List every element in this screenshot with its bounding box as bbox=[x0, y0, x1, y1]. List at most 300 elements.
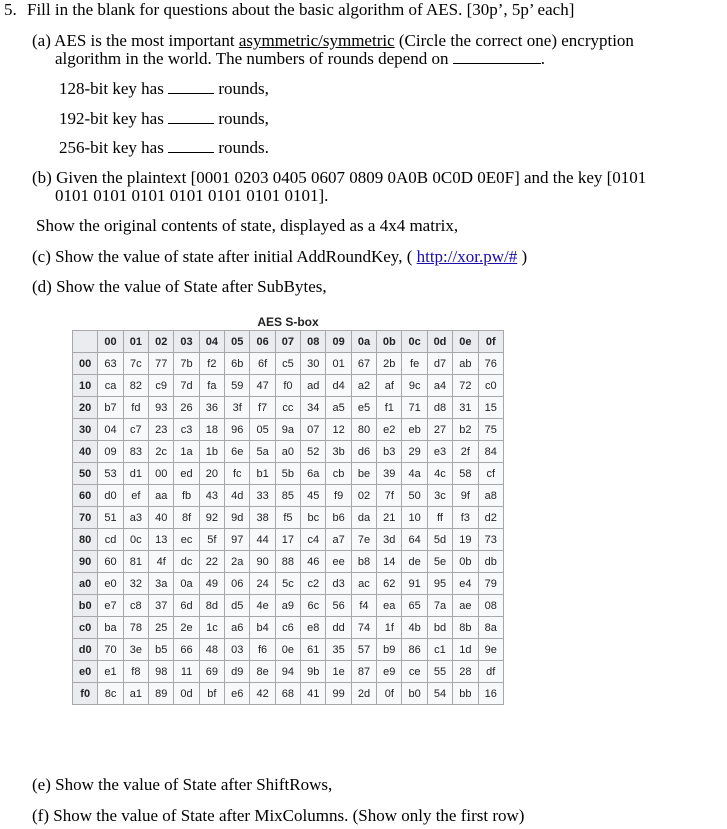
sbox-cell: c4 bbox=[301, 529, 326, 551]
sbox-cell: 28 bbox=[453, 661, 478, 683]
part-d-line: (d) Show the value of State after SubBytes, bbox=[32, 277, 327, 296]
sbox-row bbox=[73, 419, 504, 441]
sbox-cell: 47 bbox=[250, 375, 275, 397]
part-a-prefix: (a) AES is the most important bbox=[32, 31, 235, 50]
sbox-cell: 38 bbox=[250, 507, 275, 529]
sbox-cell: 71 bbox=[402, 397, 427, 419]
sbox-cell: 86 bbox=[402, 639, 427, 661]
sbox-cell: e5 bbox=[351, 397, 376, 419]
show-state-line: Show the original contents of state, displayed as a 4x4 matrix, bbox=[36, 216, 459, 235]
sbox-cell: 39 bbox=[377, 463, 402, 485]
sbox-cell: a5 bbox=[326, 397, 351, 419]
sbox-cell: 79 bbox=[478, 573, 504, 595]
sbox-cell: 08 bbox=[478, 595, 504, 617]
part-a-line2 bbox=[55, 49, 545, 69]
sbox-cell: 57 bbox=[351, 639, 376, 661]
sbox-row bbox=[73, 661, 504, 683]
sbox-cell: 4c bbox=[427, 463, 452, 485]
sbox-cell: 6d bbox=[174, 595, 199, 617]
sbox-cell: 46 bbox=[301, 551, 326, 573]
sbox-col-header: 02 bbox=[149, 331, 174, 353]
sbox-col-header: 0a bbox=[351, 331, 376, 353]
sbox-col-header: 06 bbox=[250, 331, 275, 353]
question-title-text: Fill in the blank for questions about the basic algorithm of AES. [30p’, 5p’ each] bbox=[27, 0, 575, 19]
sbox-cell: 1c bbox=[199, 617, 224, 639]
sbox-cell: 9b bbox=[301, 661, 326, 683]
sbox-cell: fc bbox=[225, 463, 250, 485]
sbox-cell: c9 bbox=[149, 375, 174, 397]
sbox-col-header: 00 bbox=[98, 331, 123, 353]
sbox-cell: da bbox=[351, 507, 376, 529]
sbox-row-header: 40 bbox=[73, 441, 98, 463]
sbox-cell: 34 bbox=[301, 397, 326, 419]
sbox-cell: 8b bbox=[453, 617, 478, 639]
part-b-line1: (b) Given the plaintext [0001 0203 0405 0607 0809 0A0B 0C0D 0E0F] and the key [0101 bbox=[32, 168, 647, 187]
part-a-choice: asymmetric/symmetric bbox=[238, 31, 395, 50]
sbox-cell: 26 bbox=[174, 397, 199, 419]
sbox-cell: 15 bbox=[478, 397, 504, 419]
sbox-cell: 1f bbox=[377, 617, 402, 639]
sbox-cell: 73 bbox=[478, 529, 504, 551]
sbox-cell: 9f bbox=[453, 485, 478, 507]
sbox-row bbox=[73, 639, 504, 661]
sbox-cell: 30 bbox=[301, 353, 326, 375]
sbox-cell: f0 bbox=[275, 375, 300, 397]
key-128-label: 128-bit key has bbox=[59, 79, 164, 98]
sbox-col-header: 0e bbox=[453, 331, 478, 353]
part-b-line2: 0101 0101 0101 0101 0101 0101 0101]. bbox=[55, 186, 329, 205]
sbox-cell: 4f bbox=[149, 551, 174, 573]
sbox-cell: 16 bbox=[478, 683, 504, 705]
sbox-cell: 0f bbox=[377, 683, 402, 705]
sbox-cell: d4 bbox=[326, 375, 351, 397]
sbox-cell: 90 bbox=[250, 551, 275, 573]
sbox-cell: ed bbox=[174, 463, 199, 485]
sbox-cell: 59 bbox=[225, 375, 250, 397]
sbox-cell: fd bbox=[123, 397, 148, 419]
sbox-cell: bd bbox=[427, 617, 452, 639]
sbox-cell: 2d bbox=[351, 683, 376, 705]
sbox-cell: 74 bbox=[351, 617, 376, 639]
sbox-cell: f1 bbox=[377, 397, 402, 419]
sbox-col-header: 09 bbox=[326, 331, 351, 353]
sbox-cell: a0 bbox=[275, 441, 300, 463]
key-192-line bbox=[59, 109, 269, 129]
sbox-row bbox=[73, 529, 504, 551]
sbox-cell: 23 bbox=[149, 419, 174, 441]
sbox-cell: f9 bbox=[326, 485, 351, 507]
sbox-cell: c3 bbox=[174, 419, 199, 441]
sbox-cell: 37 bbox=[149, 595, 174, 617]
sbox-cell: 6e bbox=[225, 441, 250, 463]
sbox-cell: f3 bbox=[453, 507, 478, 529]
question-number: 5. bbox=[4, 0, 17, 19]
sbox-cell: 9d bbox=[225, 507, 250, 529]
sbox-cell: f5 bbox=[275, 507, 300, 529]
sbox-cell: ba bbox=[98, 617, 123, 639]
sbox-cell: 4a bbox=[402, 463, 427, 485]
sbox-cell: db bbox=[478, 551, 504, 573]
sbox-cell: ac bbox=[351, 573, 376, 595]
sbox-cell: 3e bbox=[123, 639, 148, 661]
sbox-cell: 65 bbox=[402, 595, 427, 617]
sbox-cell: a9 bbox=[275, 595, 300, 617]
sbox-cell: 8f bbox=[174, 507, 199, 529]
sbox-cell: 32 bbox=[123, 573, 148, 595]
sbox-cell: d5 bbox=[225, 595, 250, 617]
sbox-cell: 0b bbox=[453, 551, 478, 573]
sbox-cell: 58 bbox=[453, 463, 478, 485]
part-a-line1 bbox=[32, 31, 634, 51]
key-256-suffix: rounds. bbox=[218, 138, 269, 157]
sbox-col-header: 0b bbox=[377, 331, 402, 353]
question-5-title bbox=[4, 0, 574, 20]
sbox-col-header: 05 bbox=[225, 331, 250, 353]
sbox-cell: 76 bbox=[478, 353, 504, 375]
sbox-cell: 44 bbox=[250, 529, 275, 551]
sbox-cell: c7 bbox=[123, 419, 148, 441]
sbox-row-header: e0 bbox=[73, 661, 98, 683]
sbox-cell: b5 bbox=[149, 639, 174, 661]
sbox-cell: 05 bbox=[250, 419, 275, 441]
sbox-cell: b4 bbox=[250, 617, 275, 639]
sbox-cell: 3a bbox=[149, 573, 174, 595]
sbox-cell: 2b bbox=[377, 353, 402, 375]
sbox-cell: 53 bbox=[98, 463, 123, 485]
sbox-cell: a4 bbox=[427, 375, 452, 397]
key-192-suffix: rounds, bbox=[218, 109, 269, 128]
sbox-cell: 6f bbox=[250, 353, 275, 375]
sbox-cell: eb bbox=[402, 419, 427, 441]
sbox-col-header: 0c bbox=[402, 331, 427, 353]
sbox-cell: f2 bbox=[199, 353, 224, 375]
sbox-cell: 0c bbox=[123, 529, 148, 551]
sbox-cell: 51 bbox=[98, 507, 123, 529]
sbox-cell: 20 bbox=[199, 463, 224, 485]
sbox-cell: fe bbox=[402, 353, 427, 375]
depend-blank[interactable] bbox=[453, 49, 541, 64]
sbox-cell: ec bbox=[174, 529, 199, 551]
sbox-cell: 72 bbox=[453, 375, 478, 397]
sbox-cell: 3f bbox=[225, 397, 250, 419]
sbox-cell: d9 bbox=[225, 661, 250, 683]
sbox-cell: f6 bbox=[250, 639, 275, 661]
sbox-cell: 03 bbox=[225, 639, 250, 661]
sbox-cell: a1 bbox=[123, 683, 148, 705]
sbox-cell: 41 bbox=[301, 683, 326, 705]
sbox-cell: 5f bbox=[199, 529, 224, 551]
sbox-cell: c0 bbox=[478, 375, 504, 397]
sbox-row-header: 50 bbox=[73, 463, 98, 485]
sbox-cell: 5a bbox=[250, 441, 275, 463]
sbox-cell: 6c bbox=[301, 595, 326, 617]
sbox-row-header: 30 bbox=[73, 419, 98, 441]
sbox-cell: 78 bbox=[123, 617, 148, 639]
sbox-cell: ab bbox=[453, 353, 478, 375]
sbox-cell: 7f bbox=[377, 485, 402, 507]
sbox-cell: 50 bbox=[402, 485, 427, 507]
sbox-row-header: 00 bbox=[73, 353, 98, 375]
sbox-cell: d2 bbox=[478, 507, 504, 529]
sbox-cell: f4 bbox=[351, 595, 376, 617]
sbox-cell: ce bbox=[402, 661, 427, 683]
sbox-cell: 1e bbox=[326, 661, 351, 683]
sbox-cell: 0e bbox=[275, 639, 300, 661]
sbox-cell: ee bbox=[326, 551, 351, 573]
sbox-cell: 12 bbox=[326, 419, 351, 441]
sbox-cell: cb bbox=[326, 463, 351, 485]
sbox-row-header: 70 bbox=[73, 507, 98, 529]
sbox-cell: b2 bbox=[453, 419, 478, 441]
sbox-cell: 3b bbox=[326, 441, 351, 463]
part-e-line: (e) Show the value of State after ShiftRows, bbox=[32, 775, 333, 794]
sbox-cell: 0d bbox=[174, 683, 199, 705]
sbox-cell: e1 bbox=[98, 661, 123, 683]
sbox-row-header: c0 bbox=[73, 617, 98, 639]
sbox-row bbox=[73, 397, 504, 419]
sbox-cell: 35 bbox=[326, 639, 351, 661]
sbox-row bbox=[73, 375, 504, 397]
sbox-cell: 9c bbox=[402, 375, 427, 397]
sbox-cell: 8e bbox=[250, 661, 275, 683]
sbox-cell: c8 bbox=[123, 595, 148, 617]
sbox-row bbox=[73, 617, 504, 639]
sbox-cell: 1a bbox=[174, 441, 199, 463]
sbox-cell: 21 bbox=[377, 507, 402, 529]
sbox-cell: 4e bbox=[250, 595, 275, 617]
part-a-line2-text: algorithm in the world. The numbers of rounds depend on bbox=[55, 49, 449, 68]
sbox-cell: dd bbox=[326, 617, 351, 639]
sbox-cell: 2e bbox=[174, 617, 199, 639]
sbox-cell: e9 bbox=[377, 661, 402, 683]
sbox-cell: 98 bbox=[149, 661, 174, 683]
sbox-cell: 7c bbox=[123, 353, 148, 375]
sbox-cell: 7e bbox=[351, 529, 376, 551]
sbox-cell: 09 bbox=[98, 441, 123, 463]
sbox-cell: 85 bbox=[275, 485, 300, 507]
sbox-cell: d1 bbox=[123, 463, 148, 485]
sbox-cell: fb bbox=[174, 485, 199, 507]
sbox-cell: 3c bbox=[427, 485, 452, 507]
sbox-row bbox=[73, 485, 504, 507]
sbox-cell: ff bbox=[427, 507, 452, 529]
sbox-cell: a7 bbox=[326, 529, 351, 551]
sbox-cell: e8 bbox=[301, 617, 326, 639]
part-c-prefix: (c) Show the value of state after initial AddRoundKey, ( bbox=[32, 247, 413, 266]
sbox-cell: 5c bbox=[275, 573, 300, 595]
sbox-cell: 6a bbox=[301, 463, 326, 485]
xor-link[interactable]: http://xor.pw/# bbox=[416, 247, 518, 266]
sbox-cell: 27 bbox=[427, 419, 452, 441]
sbox-cell: d3 bbox=[326, 573, 351, 595]
key-256-label: 256-bit key has bbox=[59, 138, 164, 157]
sbox-cell: e2 bbox=[377, 419, 402, 441]
key-128-blank[interactable] bbox=[168, 79, 214, 94]
sbox-cell: 2c bbox=[149, 441, 174, 463]
part-c-line bbox=[32, 247, 527, 267]
sbox-cell: 8d bbox=[199, 595, 224, 617]
sbox-cell: 52 bbox=[301, 441, 326, 463]
sbox-cell: 82 bbox=[123, 375, 148, 397]
sbox-figure bbox=[72, 314, 504, 705]
sbox-cell: 7a bbox=[427, 595, 452, 617]
sbox-cell: ef bbox=[123, 485, 148, 507]
sbox-cell: c6 bbox=[275, 617, 300, 639]
sbox-cell: 1b bbox=[199, 441, 224, 463]
sbox-cell: 95 bbox=[427, 573, 452, 595]
sbox-cell: 24 bbox=[250, 573, 275, 595]
sbox-cell: 55 bbox=[427, 661, 452, 683]
sbox-cell: 3d bbox=[377, 529, 402, 551]
sbox-cell: a3 bbox=[123, 507, 148, 529]
sbox-cell: ea bbox=[377, 595, 402, 617]
sbox-cell: 8a bbox=[478, 617, 504, 639]
key-128-line bbox=[59, 79, 269, 99]
sbox-title: AES S-box bbox=[257, 315, 319, 329]
sbox-cell: 60 bbox=[98, 551, 123, 573]
sbox-cell: 42 bbox=[250, 683, 275, 705]
sbox-cell: de bbox=[402, 551, 427, 573]
sbox-cell: 29 bbox=[402, 441, 427, 463]
sbox-cell: 88 bbox=[275, 551, 300, 573]
sbox-cell: d0 bbox=[98, 485, 123, 507]
sbox-cell: ca bbox=[98, 375, 123, 397]
sbox-cell: 56 bbox=[326, 595, 351, 617]
sbox-cell: 97 bbox=[225, 529, 250, 551]
sbox-cell: 80 bbox=[351, 419, 376, 441]
sbox-cell: 54 bbox=[427, 683, 452, 705]
key-192-blank[interactable] bbox=[168, 109, 214, 124]
sbox-cell: 2f bbox=[453, 441, 478, 463]
sbox-cell: 06 bbox=[225, 573, 250, 595]
part-f-line: (f) Show the value of State after MixColumns. (Show only the first row) bbox=[32, 806, 525, 825]
sbox-cell: 69 bbox=[199, 661, 224, 683]
part-a-suffix: (Circle the correct one) encryption bbox=[394, 31, 634, 50]
sbox-cell: d7 bbox=[427, 353, 452, 375]
sbox-cell: f8 bbox=[123, 661, 148, 683]
sbox-cell: 99 bbox=[326, 683, 351, 705]
key-128-suffix: rounds, bbox=[218, 79, 269, 98]
sbox-cell: b1 bbox=[250, 463, 275, 485]
sbox-cell: 75 bbox=[478, 419, 504, 441]
sbox-cell: 11 bbox=[174, 661, 199, 683]
sbox-cell: e3 bbox=[427, 441, 452, 463]
sbox-row-header: a0 bbox=[73, 573, 98, 595]
sbox-cell: ad bbox=[301, 375, 326, 397]
sbox-cell: 84 bbox=[478, 441, 504, 463]
sbox-row bbox=[73, 353, 504, 375]
sbox-cell: ae bbox=[453, 595, 478, 617]
sbox-cell: 40 bbox=[149, 507, 174, 529]
sbox-cell: cd bbox=[98, 529, 123, 551]
sbox-row bbox=[73, 463, 504, 485]
sbox-cell: 70 bbox=[98, 639, 123, 661]
sbox-cell: a2 bbox=[351, 375, 376, 397]
sbox-cell: 92 bbox=[199, 507, 224, 529]
sbox-cell: df bbox=[478, 661, 504, 683]
sbox-table bbox=[72, 330, 504, 705]
sbox-cell: d6 bbox=[351, 441, 376, 463]
sbox-row-header: 10 bbox=[73, 375, 98, 397]
key-256-blank[interactable] bbox=[168, 138, 214, 153]
sbox-cell: 9a bbox=[275, 419, 300, 441]
sbox-row bbox=[73, 551, 504, 573]
sbox-cell: 2a bbox=[225, 551, 250, 573]
sbox-cell: bc bbox=[301, 507, 326, 529]
sbox-cell: 07 bbox=[301, 419, 326, 441]
sbox-cell: e4 bbox=[453, 573, 478, 595]
sbox-cell: 8c bbox=[98, 683, 123, 705]
sbox-cell: 13 bbox=[149, 529, 174, 551]
sbox-header-row bbox=[73, 331, 504, 353]
sbox-col-header: 03 bbox=[174, 331, 199, 353]
part-a-line2-end: . bbox=[540, 49, 545, 68]
sbox-cell: 67 bbox=[351, 353, 376, 375]
sbox-row bbox=[73, 507, 504, 529]
sbox-col-header: 08 bbox=[301, 331, 326, 353]
sbox-cell: 63 bbox=[98, 353, 123, 375]
sbox-cell: 5b bbox=[275, 463, 300, 485]
sbox-cell: 6b bbox=[225, 353, 250, 375]
sbox-cell: 19 bbox=[453, 529, 478, 551]
sbox-cell: 7d bbox=[174, 375, 199, 397]
sbox-cell: be bbox=[351, 463, 376, 485]
sbox-row-header: 60 bbox=[73, 485, 98, 507]
sbox-cell: af bbox=[377, 375, 402, 397]
sbox-corner bbox=[73, 331, 98, 353]
sbox-cell: 00 bbox=[149, 463, 174, 485]
sbox-cell: 5e bbox=[427, 551, 452, 573]
sbox-cell: 81 bbox=[123, 551, 148, 573]
part-c-suffix: ) bbox=[521, 247, 528, 266]
sbox-cell: 89 bbox=[149, 683, 174, 705]
sbox-cell: f7 bbox=[250, 397, 275, 419]
sbox-cell: 25 bbox=[149, 617, 174, 639]
sbox-cell: 33 bbox=[250, 485, 275, 507]
sbox-cell: e0 bbox=[98, 573, 123, 595]
sbox-cell: 4b bbox=[402, 617, 427, 639]
sbox-cell: 36 bbox=[199, 397, 224, 419]
sbox-cell: c5 bbox=[275, 353, 300, 375]
key-256-line bbox=[59, 138, 269, 158]
sbox-cell: 04 bbox=[98, 419, 123, 441]
sbox-cell: cf bbox=[478, 463, 504, 485]
sbox-cell: 18 bbox=[199, 419, 224, 441]
sbox-cell: 22 bbox=[199, 551, 224, 573]
sbox-cell: 66 bbox=[174, 639, 199, 661]
sbox-col-header: 01 bbox=[123, 331, 148, 353]
sbox-cell: aa bbox=[149, 485, 174, 507]
sbox-cell: b8 bbox=[351, 551, 376, 573]
sbox-cell: fa bbox=[199, 375, 224, 397]
sbox-cell: 5d bbox=[427, 529, 452, 551]
sbox-cell: 62 bbox=[377, 573, 402, 595]
sbox-cell: 17 bbox=[275, 529, 300, 551]
sbox-cell: 9e bbox=[478, 639, 504, 661]
sbox-row-header: f0 bbox=[73, 683, 98, 705]
sbox-cell: 87 bbox=[351, 661, 376, 683]
key-192-label: 192-bit key has bbox=[59, 109, 164, 128]
sbox-cell: b9 bbox=[377, 639, 402, 661]
sbox-cell: a8 bbox=[478, 485, 504, 507]
sbox-cell: bb bbox=[453, 683, 478, 705]
sbox-cell: 91 bbox=[402, 573, 427, 595]
sbox-cell: cc bbox=[275, 397, 300, 419]
sbox-row bbox=[73, 683, 504, 705]
sbox-cell: d8 bbox=[427, 397, 452, 419]
sbox-cell: 77 bbox=[149, 353, 174, 375]
sbox-cell: 01 bbox=[326, 353, 351, 375]
